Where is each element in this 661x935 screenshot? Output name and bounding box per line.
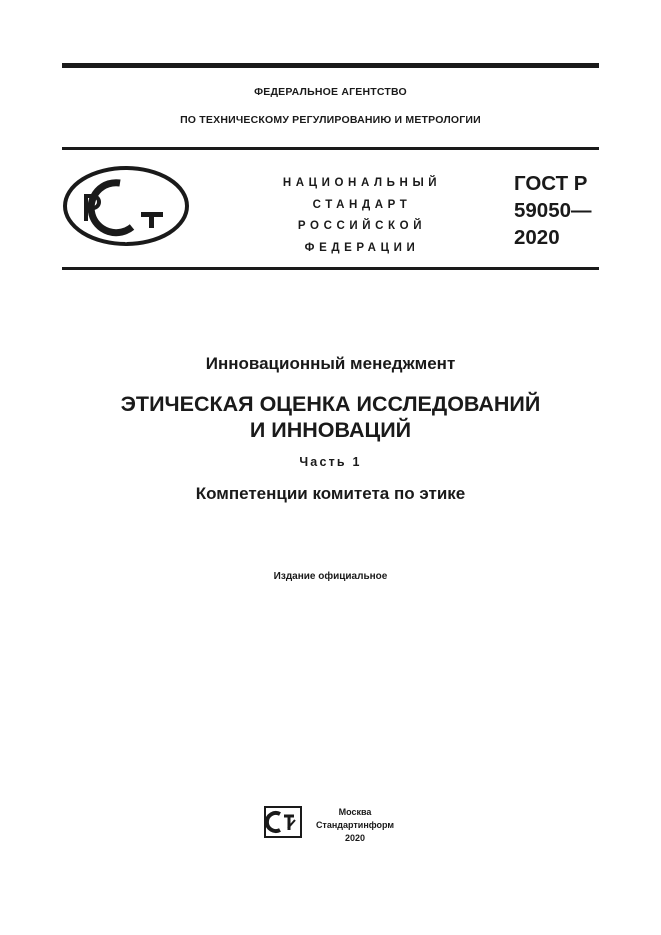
gost-line-3: 2020 — [514, 226, 560, 249]
standartinform-logo-text: СИ — [282, 836, 284, 837]
national-standard-line-4: ФЕДЕРАЦИИ — [304, 241, 420, 254]
rst-emblem-icon — [62, 165, 190, 247]
publisher-year: 2020 — [344, 833, 366, 843]
publisher-city: Москва — [338, 807, 372, 817]
standartinform-logo-icon — [264, 806, 302, 838]
national-standard-label — [262, 173, 462, 259]
agency-line-2: ПО ТЕХНИЧЕСКОМУ РЕГУЛИРОВАНИЮ И МЕТРОЛОГИИ — [180, 114, 481, 126]
gost-number — [514, 170, 592, 251]
gost-line-1: ГОСТ Р — [514, 172, 588, 195]
national-standard-line-2: СТАНДАРТ — [312, 198, 412, 211]
document-part: Часть 1 — [299, 455, 362, 469]
edition-label: Издание официальное — [273, 571, 388, 582]
header-rule-bottom — [62, 267, 599, 270]
publisher-info — [300, 806, 410, 845]
document-subtitle: Компетенции комитета по этике — [195, 484, 466, 503]
national-standard-line-3: РОССИЙСКОЙ — [297, 220, 427, 232]
national-standard-line-1: НАЦИОНАЛЬНЫЙ — [282, 177, 442, 189]
publisher-name: Стандартинформ — [315, 820, 395, 830]
document-title-main: Инновационный менеджмент — [205, 354, 456, 373]
document-title-line-1: ЭТИЧЕСКАЯ ОЦЕНКА ИССЛЕДОВАНИЙ — [120, 392, 541, 416]
top-rule — [62, 63, 599, 68]
rst-emblem-text: РСТ — [125, 243, 127, 244]
document-title-line-2: И ИННОВАЦИЙ — [249, 418, 412, 442]
standard-header — [62, 150, 599, 270]
agency-line-1: ФЕДЕРАЛЬНОЕ АГЕНТСТВО — [254, 86, 407, 98]
gost-line-2: 59050— — [514, 199, 592, 222]
